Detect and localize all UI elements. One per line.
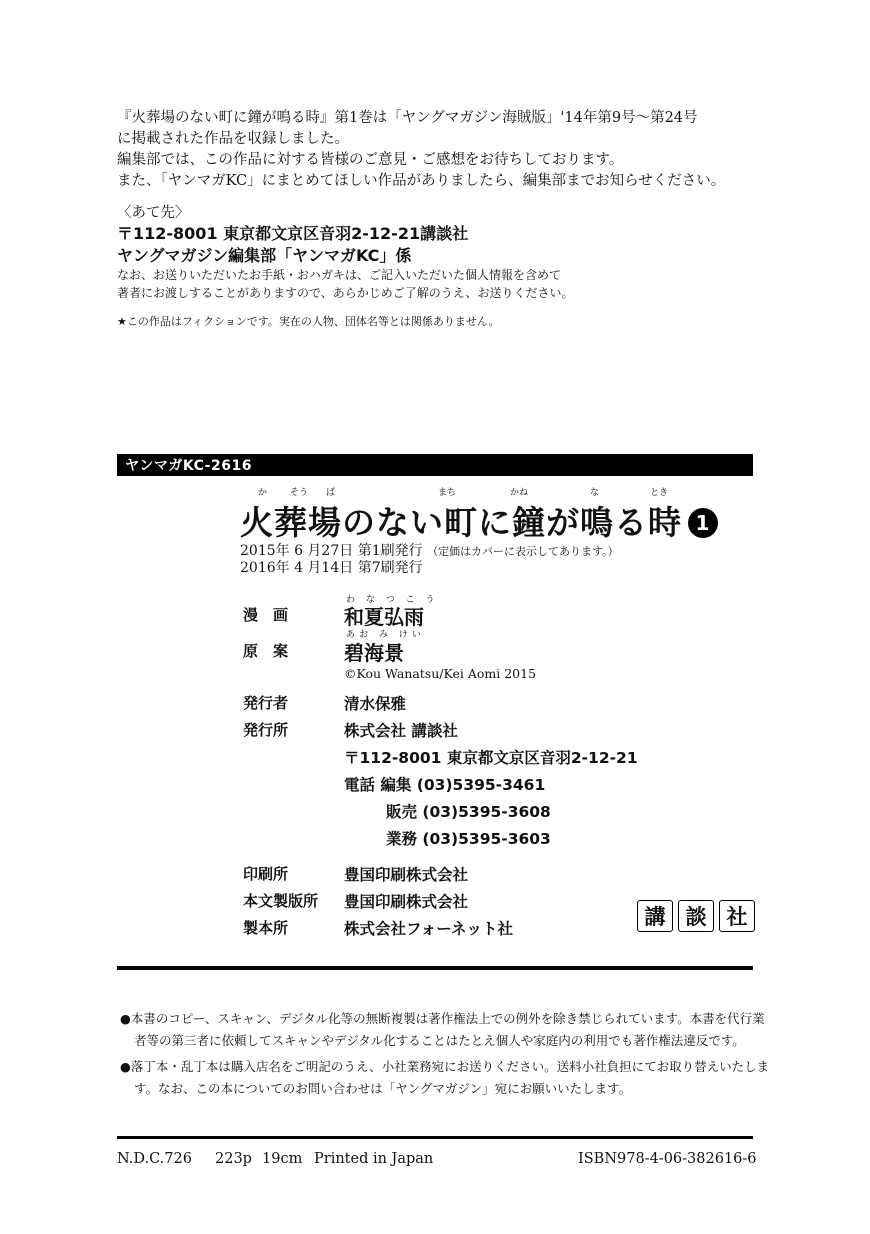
notice-line-1: 『火葬場のない町に鐘が鳴る時』第1巻は「ヤングマガジン海賊版」'14年第9号～第24号 — [117, 110, 698, 126]
office-name: 株式会社 講談社 — [344, 722, 458, 740]
title-ruby-ba: ば — [326, 488, 336, 498]
logo-char-sha: 社 — [719, 900, 755, 932]
manga-ruby: わ な つ こ う — [346, 595, 439, 605]
issuer-label: 発行者 — [243, 694, 289, 712]
logo-char-dan: 談 — [678, 900, 714, 932]
title-ruby-sou: そう — [290, 488, 309, 498]
footer-isbn: ISBN978-4-06-382616-6 — [578, 1151, 757, 1167]
book-title-text: 火葬場のない町に鐘が鳴る時 — [240, 503, 682, 542]
price-note: （定価はカバーに表示してあります。） — [427, 545, 619, 558]
office-address: 〒112-8001 東京都文京区音羽2-12-21 — [344, 749, 638, 767]
address-heading: 〈あて先〉 — [117, 205, 190, 221]
kodansha-logo — [637, 900, 755, 932]
office-label: 発行所 — [243, 721, 289, 739]
copyright: ©Kou Wanatsu/Kei Aomi 2015 — [344, 666, 537, 681]
legal-line-1: ●本書のコピー、スキャン、デジタル化等の無断複製は著作権法上での例外を除き禁じられています。本書を代行業 — [120, 1011, 765, 1026]
title-ruby-toki: とき — [650, 488, 669, 498]
footer-ndc: N.D.C.726 — [117, 1151, 192, 1167]
legal-line-3: ●落丁本・乱丁本は購入店名をご明記のうえ、小社業務宛にお送りください。送料小社負担にてお取り替えいたしま — [120, 1059, 770, 1074]
notice-line-4: また、「ヤンマガKC」にまとめてほしい作品がありましたら、編集部までお知らせください。 — [117, 173, 726, 189]
story-label: 原 案 — [243, 642, 289, 660]
phone-business: 業務 (03)5395-3603 — [386, 830, 551, 848]
printer-name: 豊国印刷株式会社 — [344, 866, 469, 884]
manga-name: 和夏弘雨 — [344, 605, 424, 629]
binder-label: 製本所 — [243, 919, 289, 937]
footer-size: 19cm — [262, 1151, 303, 1167]
fiction-disclaimer: ★この作品はフィクションです。実在の人物、団体名等とは関係ありません。 — [117, 315, 500, 328]
notice-line-3: 編集部では、この作品に対する皆様のご意見・ご感想をお待ちしております。 — [117, 152, 624, 168]
privacy-line-2: 著者にお渡しすることがありますので、あらかじめご了解のうえ、お送りください。 — [117, 286, 574, 300]
footer-pages: 223p — [215, 1151, 252, 1167]
privacy-line-1: なお、お送りいただいたお手紙・おハガキは、ご記入いただいた個人情報を含めて — [117, 268, 562, 282]
logo-char-ko: 講 — [637, 900, 673, 932]
text-printer-label: 本文製版所 — [243, 892, 319, 910]
issuer-name: 清水保雅 — [344, 695, 407, 713]
footer-printed: Printed in Japan — [314, 1151, 434, 1167]
binder-name: 株式会社フォーネット社 — [344, 920, 513, 938]
seventh-edition: 2016年 4 月14日 第7刷発行 — [240, 560, 423, 576]
notice-line-2: に掲載された作品を収録しました。 — [117, 131, 349, 147]
volume-number: 1 — [688, 508, 718, 538]
legal-line-4: す。なお、この本についてのお問い合わせは「ヤングマガジン」宛にお願いいたします。 — [134, 1081, 632, 1096]
book-title — [240, 497, 718, 544]
title-ruby-ka: か — [258, 488, 268, 498]
address-line-2: ヤングマガジン編集部「ヤンマガKC」係 — [117, 246, 412, 265]
first-edition-date: 2015年 6 月27日 第1刷発行 — [240, 543, 423, 559]
title-ruby-kane: かね — [510, 488, 529, 498]
story-ruby: あお み けい — [346, 630, 425, 640]
story-name: 碧海景 — [344, 641, 404, 665]
divider-bottom — [117, 1136, 753, 1139]
phone-edit: 電話 編集 (03)5395-3461 — [344, 776, 546, 794]
series-label: ヤンマガKC-2616 — [125, 458, 252, 474]
printer-label: 印刷所 — [243, 865, 289, 883]
manga-label: 漫 画 — [243, 606, 289, 624]
divider-top — [117, 966, 753, 970]
title-ruby-machi: まち — [438, 488, 457, 498]
phone-sales: 販売 (03)5395-3608 — [386, 803, 551, 821]
legal-line-2: 者等の第三者に依頼してスキャンやデジタル化することはたとえ個人や家庭内の利用でも著作権法違反です。 — [134, 1033, 745, 1048]
series-bar — [117, 454, 753, 476]
address-line-1: 〒112-8001 東京都文京区音羽2-12-21講談社 — [117, 224, 469, 243]
text-printer-name: 豊国印刷株式会社 — [344, 893, 469, 911]
title-ruby-na: な — [590, 488, 600, 498]
